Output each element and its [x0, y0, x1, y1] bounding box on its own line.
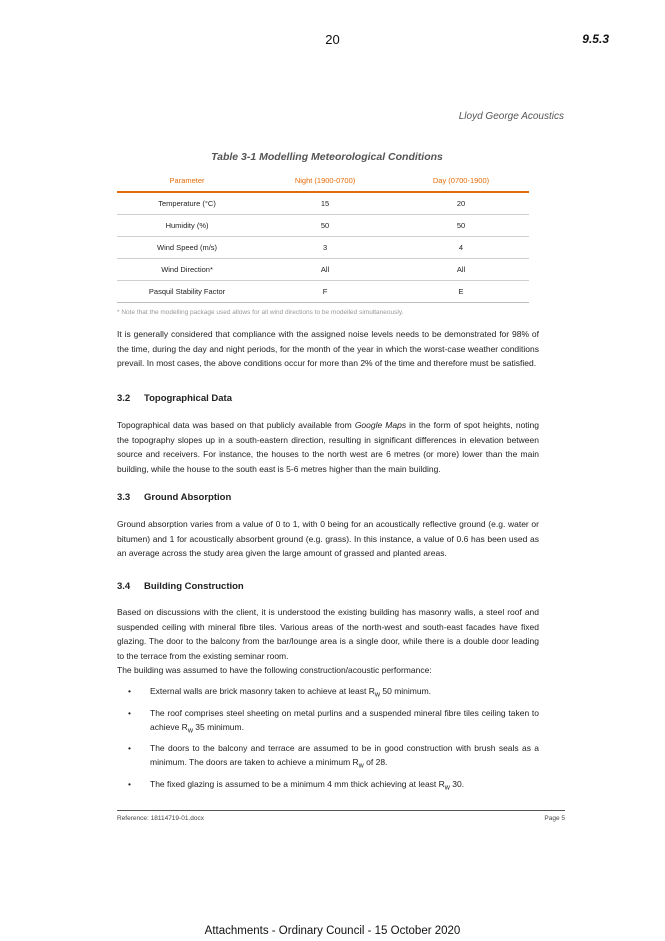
item-code: 9.5.3 [582, 32, 609, 46]
section-heading-ground-absorption [117, 492, 231, 503]
bullet-icon: • [128, 707, 131, 718]
table-cell: 50 [257, 215, 393, 237]
building-performance-intro: The building was assumed to have the following construction/acoustic performance: [117, 665, 432, 675]
table-cell: Wind Speed (m/s) [117, 237, 257, 259]
table-row [117, 259, 529, 281]
list-item: • The fixed glazing is assumed to be a minimum 4 mm thick achieving at least $R_w$ 30. [128, 779, 465, 792]
table-cell: Pasquil Stability Factor [117, 281, 257, 303]
section-heading-building-construction [117, 581, 244, 592]
bullet-icon: • [128, 743, 131, 754]
table-cell: E [393, 281, 529, 303]
ground-absorption-paragraph: Ground absorption varies from a value of 0 to 1, with 0 being for an acoustically reflective ground (e.g. water or bitumen) and 1 for acoustically absorbent ground (e.g. grass). In this instance, a value of 0.6 has been used as an average across the study area given the large amount of grassed and planted areas. [117, 519, 539, 558]
building-construction-paragraph: Based on discussions with the client, it is understood the existing building has masonry walls, a steel roof and suspended ceiling with mineral fibre tiles. Various areas of the north-west and south-east facades have fixed glazing. The door to the balcony from the bar/lounge area is a single door, while there is a double door leading to the terrace from the existing seminar room. [117, 607, 539, 661]
attachments-footer: Attachments - Ordinary Council - 15 October 2020 [204, 925, 461, 937]
table-header-row [117, 170, 529, 192]
page-number: 20 [325, 32, 340, 47]
column-header-parameter: Parameter [117, 170, 257, 192]
column-header-night: Night (1900-0700) [257, 170, 393, 192]
section-title: Topographical Data [144, 393, 232, 404]
table-cell: 50 [393, 215, 529, 237]
list-item: • The roof comprises steel sheeting on metal purlins and a suspended mineral fibre tiles ceiling taken to achieve $R_w$ 35 minimum. [128, 707, 539, 735]
section-heading-topographical [117, 393, 232, 404]
table-row [117, 215, 529, 237]
list-item: • External walls are brick masonry taken to achieve at least $R_w$ 50 minimum. [128, 686, 432, 699]
table-note: * Note that the modelling package used allows for all wind directions to be modelled simultaneously. [117, 309, 404, 316]
section-number: 3.3 [117, 492, 131, 503]
page-label: Page 5 [544, 815, 565, 822]
table-cell: 15 [257, 192, 393, 215]
table-cell: All [257, 259, 393, 281]
google-maps-emphasis: Google Maps [354, 420, 407, 430]
table-row [117, 281, 529, 303]
bullet-icon: • [128, 779, 131, 790]
table-cell: Wind Direction* [117, 259, 257, 281]
table-cell: 3 [257, 237, 393, 259]
column-header-day: Day (0700-1900) [393, 170, 529, 192]
table-title: Table 3-1 Modelling Meteorological Conditions [211, 151, 443, 163]
footer-divider [117, 810, 565, 811]
table-cell: All [393, 259, 529, 281]
table-cell: 4 [393, 237, 529, 259]
document-reference: Reference: 18114719-01.docx [117, 815, 204, 822]
table-cell: Humidity (%) [117, 215, 257, 237]
section-title: Ground Absorption [144, 492, 232, 503]
bullet-icon: • [128, 686, 131, 696]
table-cell: F [257, 281, 393, 303]
section-title: Building Construction [144, 581, 244, 592]
intro-paragraph: It is generally considered that compliance with the assigned noise levels needs to be demonstrated for 98% of the time, during the day and night periods, for the month of the year in which the worst-case weather conditions prevail. In most cases, the above conditions occur for more than 2% of the time and therefore must be satisfied. [117, 329, 539, 368]
table-cell: 20 [393, 192, 529, 215]
topographical-paragraph: Topographical data was based on that publicly available from Google Maps in the form of spot heights, noting the topography slopes up in a south-eastern direction, resulting in significant differences in elevation between source and receivers. For instance, the houses to the north west are 6 metres (or more) lower than the main building, while the house to the south east is 5-6 metres higher than the main building. [117, 420, 540, 474]
section-number: 3.2 [117, 393, 131, 404]
table-cell: Temperature (°C) [117, 192, 257, 215]
table-row [117, 192, 529, 215]
company-name: Lloyd George Acoustics [458, 111, 564, 122]
table-row [117, 237, 529, 259]
construction-bullet-list [117, 684, 539, 799]
list-item: • The doors to the balcony and terrace are assumed to be in good construction with brush seals as a minimum. The doors are taken to achieve a minimum $R_w$ of 28. [128, 743, 539, 771]
meteorological-conditions-table [117, 170, 529, 303]
section-number: 3.4 [117, 581, 131, 592]
